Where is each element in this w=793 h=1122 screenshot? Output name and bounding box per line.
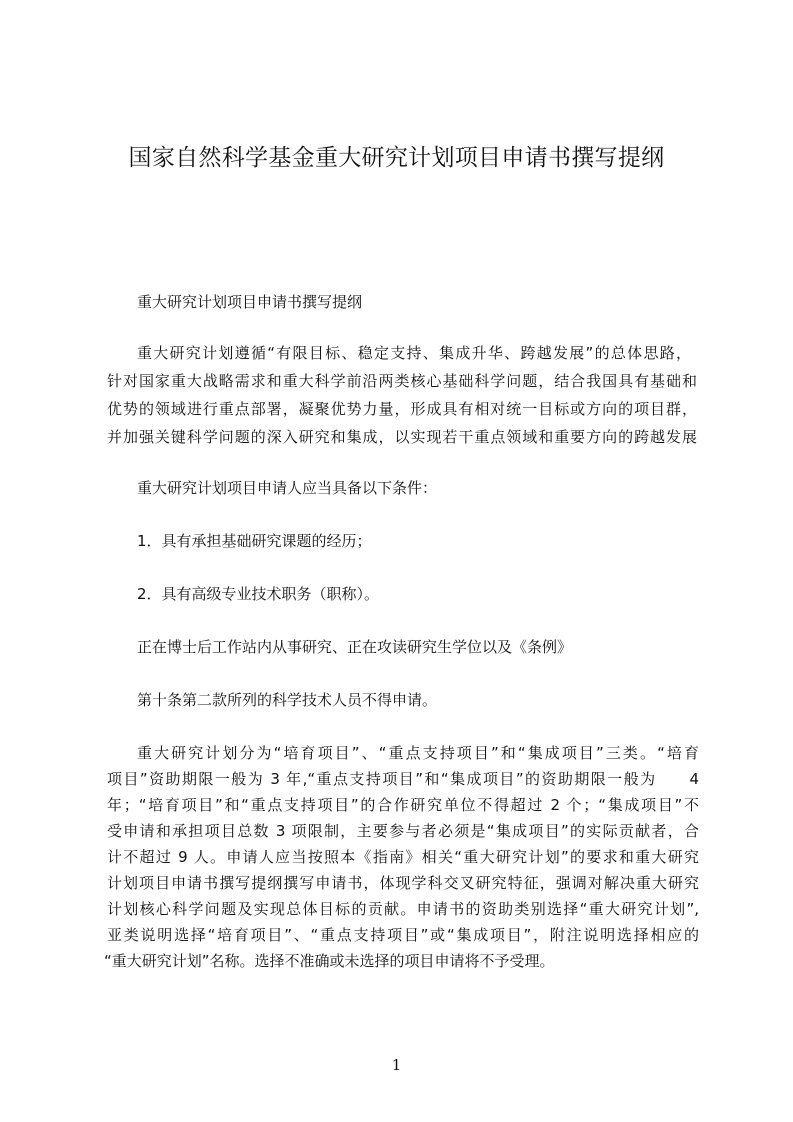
page-number: 1	[391, 1056, 402, 1074]
paragraph-line: 重大研究计划遵循“有限目标、稳定支持、集成升华、跨越发展”的总体思路，	[137, 344, 691, 362]
paragraph-line: 计不超过 9 人。申请人应当按照本《指南》相关“重大研究计划”的要求和重大研究	[107, 848, 699, 866]
paragraph-line: 计划项目申请书撰写提纲撰写申请书，体现学科交叉研究特征，强调对解决重大研究	[107, 874, 699, 892]
subtitle: 重大研究计划项目申请书撰写提纲	[137, 293, 363, 311]
paragraph-line: 针对国家重大战略需求和重大科学前沿两类核心基础科学问题，结合我国具有基础和	[107, 372, 697, 390]
paragraph-line: 亚类说明选择“培育项目”、“重点支持项目”或“集成项目”，附注说明选择相应的	[107, 926, 699, 944]
paragraph-line: 年；“培育项目”和“重点支持项目”的合作研究单位不得超过 2 个；“集成项目”不	[107, 796, 699, 814]
paragraph-line: 并加强关键科学问题的深入研究和集成，以实现若干重点领域和重要方向的跨越发展	[107, 428, 697, 446]
paragraph-line: 受申请和承担项目总数 3 项限制，主要参与者必须是“集成项目”的实际贡献者，合	[107, 822, 699, 840]
condition-item-2: 2．具有高级专业技术职务（职称）。	[137, 585, 380, 603]
paragraph-line: 优势的领域进行重点部署，凝聚优势力量，形成具有相对统一目标或方向的项目群，	[107, 400, 697, 418]
paragraph-line: “重大研究计划”名称。选择不准确或未选择的项目申请将不予受理。	[104, 952, 555, 970]
document-title: 国家自然科学基金重大研究计划项目申请书撰写提纲	[128, 145, 665, 171]
article-note: 第十条第二款所列的科学技术人员不得申请。	[137, 691, 438, 709]
paragraph-line: 项目”资助期限一般为 3 年,“重点支持项目”和“集成项目”的资助期限一般为 4	[107, 770, 699, 788]
postdoc-note: 正在博士后工作站内从事研究、正在攻读研究生学位以及《条例》	[137, 638, 573, 656]
paragraph-line: 计划核心科学问题及实现总体目标的贡献。申请书的资助类别选择“重大研究计划”,	[107, 900, 699, 918]
paragraph-line: 重大研究计划分为“培育项目”、“重点支持项目”和“集成项目”三类。“培育	[137, 744, 699, 762]
condition-item-1: 1．具有承担基础研究课题的经历；	[137, 532, 372, 550]
conditions-intro: 重大研究计划项目申请人应当具备以下条件：	[137, 479, 438, 497]
